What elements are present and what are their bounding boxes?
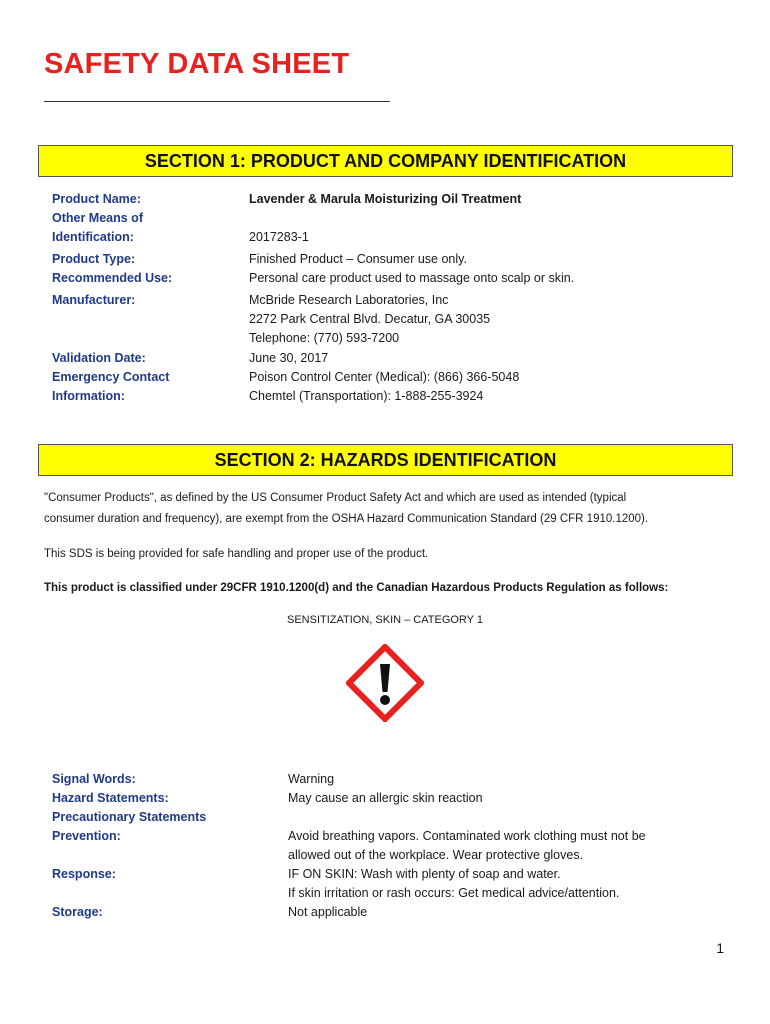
manufacturer-block (249, 291, 490, 348)
other-means-label-line2: Identification: (52, 230, 134, 244)
consumer-products-paragraph (44, 488, 734, 530)
poison-control-line: Poison Control Center (Medical): (866) 366-5048 (249, 370, 520, 384)
consumer-products-line1: "Consumer Products", as defined by the US Consumer Product Safety Act and which are used as intended (typical (44, 492, 627, 504)
other-means-value: 2017283-1 (249, 230, 309, 244)
product-name-label: Product Name: (52, 192, 141, 206)
page-number: 1 (716, 940, 724, 956)
prevention-label: Prevention: (52, 829, 121, 843)
title-underline (44, 101, 390, 102)
signal-words-value: Warning (288, 772, 335, 786)
emergency-contact-block (249, 368, 519, 406)
emergency-contact-label-line2: Information: (52, 389, 125, 403)
exclamation-mark-ghs-icon (346, 644, 424, 722)
manufacturer-name: McBride Research Laboratories, Inc (249, 293, 449, 307)
response-line2: If skin irritation or rash occurs: Get medical advice/attention. (288, 886, 620, 900)
response-label: Response: (52, 867, 116, 881)
validation-date-label: Validation Date: (52, 351, 146, 365)
chemtel-line: Chemtel (Transportation): 1-888-255-3924 (249, 389, 484, 403)
storage-label: Storage: (52, 905, 103, 919)
section-1-heading: SECTION 1: PRODUCT AND COMPANY IDENTIFICATION (38, 145, 733, 177)
response-line1: IF ON SKIN: Wash with plenty of soap and water. (288, 867, 561, 881)
emergency-contact-label-line1: Emergency Contact (52, 370, 170, 384)
product-type-label: Product Type: (52, 252, 136, 266)
product-name-value: Lavender & Marula Moisturizing Oil Treatment (249, 192, 522, 206)
consumer-products-line2: consumer duration and frequency), are exempt from the OSHA Hazard Communication Standard (29 CFR 1910.1200). (44, 513, 649, 525)
hazard-statements-value: May cause an allergic skin reaction (288, 791, 483, 805)
recommended-use-value: Personal care product used to massage onto scalp or skin. (249, 271, 575, 285)
recommended-use-label: Recommended Use: (52, 271, 173, 285)
product-type-value: Finished Product – Consumer use only. (249, 252, 467, 266)
section-2-heading: SECTION 2: HAZARDS IDENTIFICATION (38, 444, 733, 476)
validation-date-value: June 30, 2017 (249, 351, 329, 365)
sds-purpose-paragraph: This SDS is being provided for safe handling and proper use of the product. (44, 548, 429, 560)
manufacturer-label: Manufacturer: (52, 293, 136, 307)
signal-words-label: Signal Words: (52, 772, 136, 786)
classification-text: SENSITIZATION, SKIN – CATEGORY 1 (286, 614, 483, 626)
hazard-statements-label: Hazard Statements: (52, 791, 169, 805)
response-block (288, 865, 619, 903)
manufacturer-telephone: Telephone: (770) 593-7200 (249, 331, 400, 345)
other-means-label-line1: Other Means of (52, 211, 143, 225)
storage-value: Not applicable (288, 905, 368, 919)
classification-intro-paragraph: This product is classified under 29CFR 1910.1200(d) and the Canadian Hazardous Products Regulation as follows: (44, 582, 669, 594)
manufacturer-address: 2272 Park Central Blvd. Decatur, GA 30035 (249, 312, 491, 326)
prevention-block (288, 827, 646, 865)
document-title: SAFETY DATA SHEET (44, 48, 350, 80)
prevention-line1: Avoid breathing vapors. Contaminated work clothing must not be (288, 829, 646, 843)
precautionary-statements-label: Precautionary Statements (52, 810, 207, 824)
prevention-line2: allowed out of the workplace. Wear protective gloves. (288, 848, 584, 862)
